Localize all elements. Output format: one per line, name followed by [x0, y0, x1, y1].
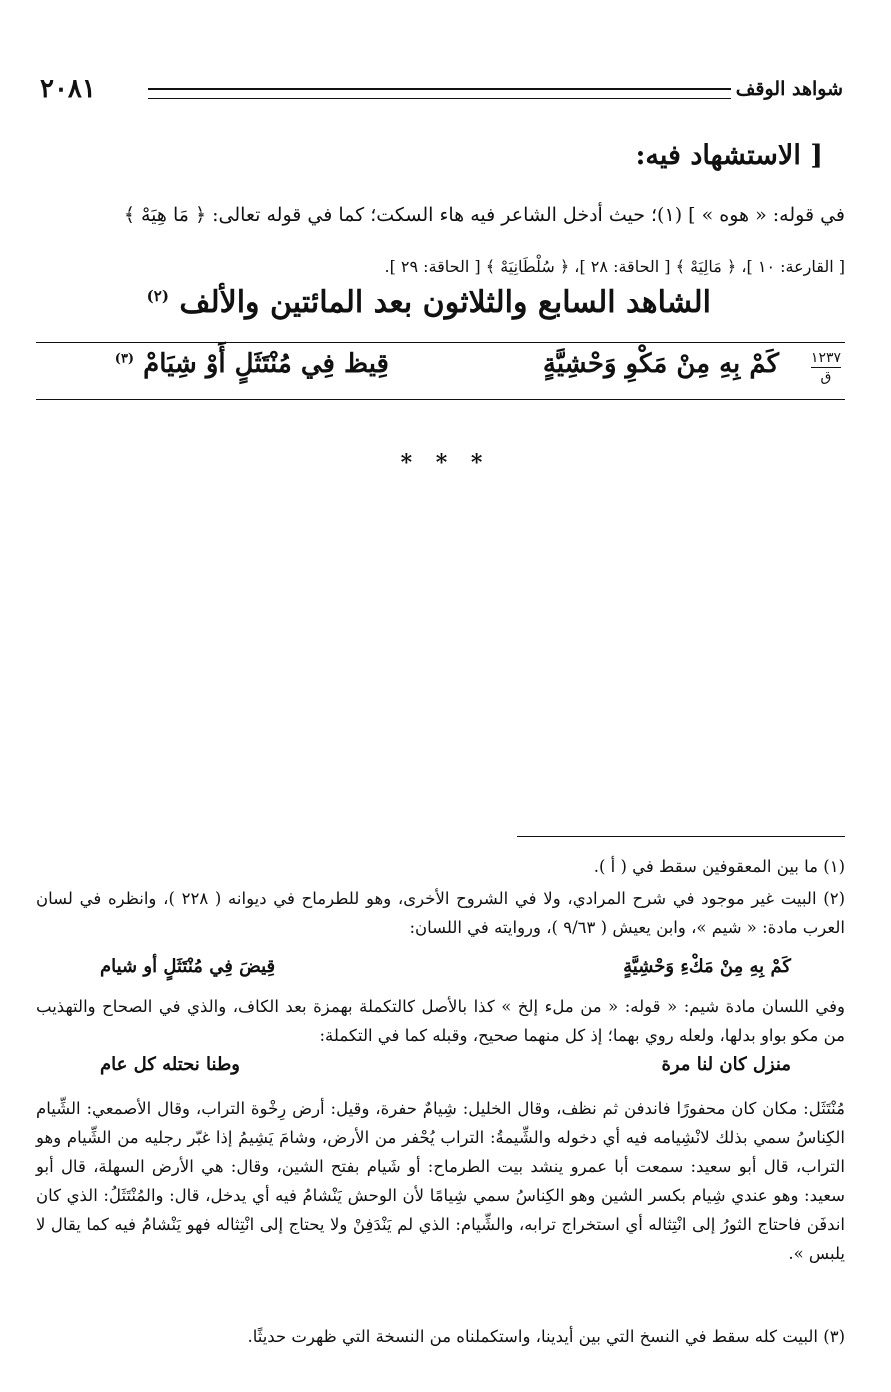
footnote-verse-1-hemistich-a: كَمْ بِهِ مِنْ مَكْءِ وَحْشِيَّةٍ: [623, 956, 791, 977]
footnote-verse-2: [100, 1054, 791, 1084]
footnote-3: (٣) البيت كله سقط في النسخ التي بين أيدينا، واستكملناه من النسخة التي ظهرت حديثًا.: [247, 1327, 845, 1346]
footnote-2-glossary: مُنْتَثَل: مكان كان محفورًا فاندفن ثم نظف، وقال الخليل: شِيامٌ حفرة، وقيل: أرض رِخْوة التراب، وقال الأصمعي: الشِّيام الكِناسُ سمي بذلك لانْشِيامه فيه أي دخوله والشِّيمةُ: التراب يُحْفر من الأرض، وشامَ يَشِيمُ إذا غبّر رجليه من الشِّيام وهو التراب، قال أبو سعيد: سمعت أبا عمرو ينشد بيت الطرماح: أو شَيام بفتح الشين، وقال: هي الأرض السهلة، قال أبو سعيد: وهو عندي شِيام بكسر الشين وهو الكِناسُ سمي شِيامًا لأن الوحش يَنْشامُ فيه أي يدخل، قال: والمُنْتَثَلُ: الذي كان اندفَن فاحتاج الثورُ إلى انْتِثاله أي استخراج ترابه، والشِّيام: الذي لم يَنْدَفِنْ ولا يحتاج إلى انْتِثاله فهو يَنْشامُ فيه كما يقال لا يلبس ».: [36, 1099, 845, 1263]
verse-hemistich-1: كَمْ بِهِ مِنْ مَكْوِ وَحْشِيَّةٍ: [542, 349, 779, 379]
quran-references: [ القارعة: ١٠ ]، ﴿ مَالِيَهْ ﴾ [ الحاقة: ٢٨ ]، ﴿ سُلْطَانِيَهْ ﴾ [ الحاقة: ٢٩ ].: [384, 257, 845, 276]
footnote-verse-2-hemistich-a: منزل كان لنا مرة: [661, 1054, 791, 1075]
shahid-heading-text: الشاهد السابع والثلاثون بعد المائتين والألف: [179, 285, 711, 320]
footnote-verse-2-hemistich-b: وطنا نحتله كل عام: [100, 1054, 240, 1075]
verse-footnote-ref: (٣): [114, 351, 135, 367]
footnote-2: (٢) البيت غير موجود في شرح المرادي، ولا في الشروح الأخرى، وهو للطرماح في ديوانه ( ٢٢٨ )، وانظره في لسان العرب مادة: « شيم »، وابن يعيش ( ٩/٦٣ )، وروايته في اللسان:: [36, 889, 845, 937]
footnote-1: (١) ما بين المعقوفين سقط في ( أ ).: [593, 857, 845, 876]
verse-meter-letter: ق: [820, 369, 832, 385]
verse-hemistich-2: [115, 349, 389, 379]
page-number: ٢٠٨١: [40, 74, 96, 104]
footnote-2-continued: وفي اللسان مادة شيم: « قوله: « من ملء إلخ » كذا بالأصل كالتكملة بهمزة بعد الكاف، والذي في الصحاح والتهذيب من مكو بواو بدلها، ولعله روي بهما؛ إذ كل منهما صحيح، وقبله كما في التكملة:: [36, 997, 845, 1045]
section-separator: * * *: [400, 450, 491, 476]
footnote-verse-1: [100, 956, 791, 986]
verse-hemistich-2-text: قِيظ فِي مُنْتَثَلٍ أَوْ شِيَامْ: [143, 349, 389, 379]
footnote-verse-1-hemistich-b: قِيضَ فِي مُنْتَثَلٍ أو شيام: [100, 956, 276, 977]
section-title: [ الاستشهاد فيه:: [635, 140, 823, 171]
shahid-footnote-ref: (٢): [146, 287, 169, 305]
verse-number: [811, 349, 841, 386]
verse-box: [36, 342, 845, 400]
header-double-rule: [148, 88, 731, 99]
citation-paragraph: في قوله: « هوه » ] (١)؛ حيث أدخل الشاعر فيه هاء السكت؛ كما في قوله تعالى: ﴿ مَا هِيَهْ ﴾: [123, 204, 845, 226]
footnote-rule: [517, 836, 845, 837]
running-header: [40, 74, 843, 108]
header-title: شواهد الوقف: [735, 78, 843, 100]
shahid-heading: [147, 285, 711, 320]
verse-number-value: ١٢٣٧: [810, 350, 841, 366]
